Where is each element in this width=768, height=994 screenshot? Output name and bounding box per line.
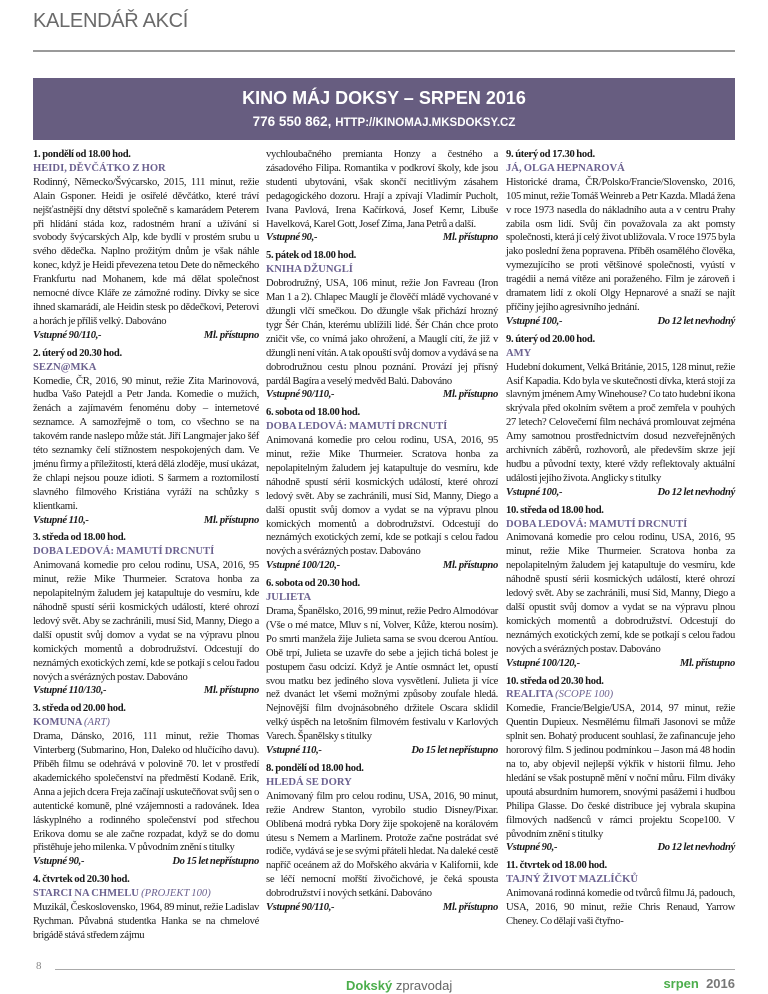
price-row bbox=[33, 684, 259, 698]
film-description: Animovaná komedie pro celou rodinu, USA, 2016, 95 minut, režie Mike Thurmeier. Scratova honba za nepolapitelným žaludem jej katapultuje do vesmíru, kde náhodně spustí sérii kosmických událostí, které ohrozí ledový svět. Aby se zachránili, musí Sid, Manny, Diego a další opustit svůj domov a vydat se na výpravu plnou komických momentů a dobrodružství. Odcestují do neznámých exotických zemí, kde se potkají s celou řadou nových a svérázných postav. Dabováno bbox=[506, 532, 735, 655]
film-title: KOMUNA bbox=[33, 717, 82, 729]
admission-price: Vstupné 90/110,- bbox=[266, 389, 335, 401]
screening-time: 9. úterý od 20.00 hod. bbox=[506, 333, 595, 345]
screening-time: 3. středa od 20.00 hod. bbox=[33, 703, 126, 715]
film-description: Muzikál, Československo, 1964, 89 minut, režie Ladislav Rychman. Půvabná studentka Hanka se na chmelové brigádě stává středem zájmu bbox=[33, 902, 259, 941]
price-row bbox=[33, 855, 259, 869]
program-entry bbox=[506, 333, 735, 500]
film-title-line bbox=[33, 545, 259, 559]
admission-price: Vstupné 90,- bbox=[33, 856, 85, 868]
film-title: REALITA bbox=[506, 689, 553, 701]
film-title: JÁ, OLGA HEPNAROVÁ bbox=[506, 162, 625, 174]
footer-issue-date bbox=[663, 976, 735, 991]
film-title-line bbox=[266, 420, 498, 434]
program-entry bbox=[266, 249, 498, 402]
age-rating: Ml. přístupno bbox=[679, 657, 735, 669]
program-entry bbox=[506, 148, 735, 329]
film-title: DOBA LEDOVÁ: MAMUTÍ DRCNUTÍ bbox=[506, 518, 688, 530]
age-rating: Do 12 let nevhodný bbox=[657, 842, 735, 854]
film-title-line bbox=[506, 162, 735, 176]
film-description: vychloubačného premianta Honzy a čestného a zásadového Filipa. Romantika v podkroví školy, kde jsou studenti ubytováni, však skončí necitlivým zásahem pedagogického dozoru. Hrají a zpívají Vladimír Pucholt, Ivana Pavlová, Irena Kačírková, Josef Kemr, Libuše Havelková, Karel Gott, Josef Zíma, Jana Petrů a další. bbox=[266, 149, 498, 230]
program-entry bbox=[506, 675, 735, 856]
program-entry bbox=[33, 531, 259, 698]
film-description: Historické drama, ČR/Polsko/Francie/Slovensko, 2016, 105 minut, režie Tomáš Weinreb a Petr Kazda. Mladá žena v roce 1973 nasedla do nákladního auta a v centru Prahy zabila osm lidí. Svůj čin považovala za akt pomsty společnosti, která jí celý život ubližovala. V roce 1975 byla jako poslední žena popravena. Příběh osamělého člověka, vymezujícího se proti většinové společnosti, vyústí v tragédii a nemá vítěze ani poraženého. Film je zároveň i dramatem lidí z okolí Olgy Hepnarové a snaží se najít příčiny jejího agresivního jednání. bbox=[506, 176, 735, 313]
banner-contact bbox=[33, 114, 735, 129]
film-description: Animovaná komedie pro celou rodinu, USA, 2016, 95 minut, režie Mike Thurmeier. Scratova honba za nepolapitelným žaludem jej katapultuje do vesmíru, kde náhodně spustí sérii kosmických událostí, které ohrozí ledový svět. Aby se zachránili, musí Sid, Manny, Diego a další opustit svůj domov a vydat se na výpravu plnou komických momentů a dobrodružství. Odcestují do neznámých exotických zemí, kde se potkají s celou řadou nových a svérázných postav. Dabováno bbox=[33, 560, 259, 683]
screening-time: 2. úterý od 20.30 hod. bbox=[33, 347, 122, 359]
age-rating: Ml. přístupno bbox=[442, 560, 498, 572]
admission-price: Vstupné 110,- bbox=[266, 745, 322, 757]
banner-url[interactable]: HTTP://KINOMAJ.MKSDOKSY.CZ bbox=[335, 117, 516, 129]
film-description: Komedie, ČR, 2016, 90 minut, režie Zita Marinovová, hudba Vašo Patejdl a Petr Janda. Komedie o mužích, ženách a zajímavém fenoménu doby – internetové seznamce. A samozřejmě o tom, co všechno se na takovém rande naslepo může stát. Jiří Langmajer jako šéf této seznamky čelí stížnostem nespokojených dam. Ve jménu firmy a příležitostí, která dělá zloděje, musí ukázat, že chlapi nejsou pouze idioti. S šarmem a roztomilostí slavného filmového Kristiána vyráží na schůzky s klientkami. bbox=[33, 375, 259, 512]
age-rating: Do 15 let nepřístupno bbox=[411, 745, 498, 757]
film-title: AMY bbox=[506, 347, 532, 359]
film-description: Rodinný, Německo/Švýcarsko, 2015, 111 minut, režie Alain Gsponer. Heidi je osiřelé děvčátko, které tráví nejšťastnější dny dětství společně s kamarádem Peterem při hlídání stáda koz, radostném hraní a užívání si svobody švýcarských Alp, kde bydlí v prostém srubu u svého dědečka. Naplno prožitým dnům je však náhle konec, když je Heidi převezena tetou Dete do německého Frankfurtu nad Mohanem, kde má dělat společnost nemocné dívce Kláře ze zámožné rodiny. Dívky se sice ihned skamarádí, ale Heidin stesk po dědečkovi, Peterovi a horách je příliš velký. Dabováno bbox=[33, 176, 259, 327]
admission-price: Vstupné 90,- bbox=[506, 842, 558, 854]
film-title-line bbox=[266, 263, 498, 277]
price-row bbox=[33, 329, 259, 343]
screening-time: 1. pondělí od 18.00 hod. bbox=[33, 149, 131, 160]
program-column-1 bbox=[33, 148, 259, 947]
admission-price: Vstupné 110/130,- bbox=[33, 685, 107, 697]
admission-price: Vstupné 90/110,- bbox=[266, 902, 335, 914]
entry-continuation bbox=[266, 148, 498, 245]
age-rating: Ml. přístupno bbox=[442, 902, 498, 914]
section-title: KALENDÁŘ AKCÍ bbox=[33, 10, 189, 32]
screening-time: 10. středa od 20.30 hod. bbox=[506, 675, 604, 687]
age-rating: Ml. přístupno bbox=[442, 232, 498, 244]
screening-time: 9. úterý od 17.30 hod. bbox=[506, 149, 595, 160]
film-series: (SCOPE 100) bbox=[555, 689, 614, 701]
age-rating: Do 12 let nevhodný bbox=[657, 486, 735, 498]
film-title-line bbox=[266, 776, 498, 790]
program-entry bbox=[506, 859, 735, 929]
age-rating: Ml. přístupno bbox=[442, 389, 498, 401]
film-description: Animovaná komedie pro celou rodinu, USA, 2016, 95 minut, režie Mike Thurmeier. Scratova honba za nepolapitelným žaludem jej katapultuje do vesmíru, kde náhodně spustí sérii kosmických událostí, které ohrozí ledový svět. Aby se zachránili, musí Sid, Manny, Diego a další opustit svůj domov a vydat se na výpravu plnou komických momentů a dobrodružství. Odcestují do neznámých exotických zemí, kde se potkají s celou řadou nových a svérázných postav. Dabováno bbox=[266, 435, 498, 558]
film-title-line bbox=[506, 518, 735, 532]
screening-time: 3. středa od 18.00 hod. bbox=[33, 532, 126, 544]
film-series: (PROJEKT 100) bbox=[141, 888, 211, 900]
program-column-3 bbox=[506, 148, 735, 933]
program-entry bbox=[266, 577, 498, 758]
admission-price: Vstupné 100,- bbox=[506, 486, 563, 498]
film-title: DOBA LEDOVÁ: MAMUTÍ DRCNUTÍ bbox=[266, 421, 448, 433]
issue-month: srpen bbox=[663, 976, 699, 991]
program-entry bbox=[266, 762, 498, 915]
film-title-line bbox=[506, 688, 735, 702]
film-description: Drama, Španělsko, 2016, 99 minut, režie Pedro Almodóvar (Vše o mé matce, Mluv s ní, Volver, Kůže, kterou nosím). Po smrti manžela žije Julieta sama se svou dcerou Antíou. Obě trpí, Julieta se uzavře do sebe a jejich tichá bolest je postupem času odcizí. Když je Antíe osmnáct let, opustí svou matku bez jediného slova vysvětlení. Julieta ji více než dvanáct let všemi možnými způsoby zoufale hledá. Nejnovější film dvojnásobného držitele Oscara sklidil velký úspěch na letošním filmovém festivalu v Karlových Varech. Španělsky s titulky bbox=[266, 606, 498, 743]
admission-price: Vstupné 100/120,- bbox=[506, 657, 580, 669]
film-description: Dobrodružný, USA, 106 minut, režie Jon Favreau (Iron Man 1 a 2). Chlapec Mauglí je člověčí mládě vychované v džungli vlčí smečkou. Do džungle však přichází hrozný tygr Šér Chán, kterému ublížili lidé. Šér Chán chce proto zničit vše, co vnímá jako ohrožení, a Mauglí cítí, že již v džungli není vítán. A tak opouští svůj domov a vydává se na dobrodružnou cestu plnou poznání. Provází jej přísný pardál Bagíra a veselý medvěd Balú. Dabováno bbox=[266, 278, 498, 387]
price-row bbox=[506, 315, 735, 329]
film-title-line bbox=[33, 716, 259, 730]
film-title-line bbox=[506, 347, 735, 361]
price-row bbox=[33, 514, 259, 528]
admission-price: Vstupné 100/120,- bbox=[266, 560, 340, 572]
age-rating: Ml. přístupno bbox=[203, 685, 259, 697]
program-entry bbox=[506, 504, 735, 671]
price-row bbox=[266, 744, 498, 758]
banner-phone: 776 550 862, bbox=[252, 114, 332, 129]
brand-green: Dokský bbox=[346, 978, 393, 993]
admission-price: Vstupné 100,- bbox=[506, 315, 563, 327]
program-entry bbox=[33, 873, 259, 943]
film-title: SEZN@MKA bbox=[33, 361, 97, 373]
film-title-line bbox=[506, 873, 735, 887]
admission-price: Vstupné 90,- bbox=[266, 232, 318, 244]
banner-title: KINO MÁJ DOKSY – SRPEN 2016 bbox=[242, 88, 526, 108]
screening-time: 11. čtvrtek od 18.00 hod. bbox=[506, 860, 607, 872]
film-title-line bbox=[33, 887, 259, 901]
screening-time: 5. pátek od 18.00 hod. bbox=[266, 250, 357, 262]
age-rating: Do 12 let nevhodný bbox=[657, 315, 735, 327]
film-description: Animovaná rodinná komedie od tvůrců filmu Já, padouch, USA, 2016, 90 minut, režie Chris Renaud, Yarrow Cheney. Co dělají vaši čtyřno- bbox=[506, 888, 735, 927]
admission-price: Vstupné 90/110,- bbox=[33, 329, 102, 341]
film-title-line bbox=[266, 591, 498, 605]
admission-price: Vstupné 110,- bbox=[33, 514, 89, 526]
brand-rest: zpravodaj bbox=[395, 978, 453, 993]
price-row bbox=[266, 388, 498, 402]
age-rating: Ml. přístupno bbox=[203, 514, 259, 526]
film-series: (ART) bbox=[84, 717, 110, 729]
price-row bbox=[506, 486, 735, 500]
film-description: Animovaný film pro celou rodinu, USA, 2016, 90 minut, režie Andrew Stanton, vyrobilo studio Disney/Pixar. Oblíbená modrá rybka Dory žije spokojeně na korálovém útesu s Nemem a Marlinem. Protože začne postrádat své rodiče, vydává se je se svými přáteli hledat. Na daleké cestě napříč oceánem až do Mořského akvária v Kalifornii, kde se léčí nemocní mořští živočichové, je čeká spousta dobrodružství i nových setkání. Dabováno bbox=[266, 790, 498, 900]
issue-year: 2016 bbox=[706, 976, 735, 991]
price-row bbox=[506, 657, 735, 671]
price-row bbox=[506, 841, 735, 855]
film-title: HEIDI, DĚVČÁTKO Z HOR bbox=[33, 162, 166, 174]
film-description: Komedie, Francie/Belgie/USA, 2014, 97 minut, režie Quentin Dupieux. Nesmělému filmaři Jasonovi se může splnit sen. Bohatý producent souhlasí, že zafinancuje jeho hororový film. S jedinou podmínkou – Jason má 48 hodin na to, aby objevil nejlepší výkřik v historii filmu. Jeho hledání se však postupně mění v noční můru. Film diváky upoutá absurdním humorem, snovými pasážemi i hudbou Philipa Glasse. Do české distribuce jej vybrala skupina filmových nadšenců v rámci projektu Scope100. V původním znění s titulky bbox=[506, 703, 735, 840]
footer-divider bbox=[55, 969, 735, 970]
film-description: Drama, Dánsko, 2016, 111 minut, režie Thomas Vinterberg (Submarino, Hon, Daleko od hlučícího davu). Příběh filmu se odehrává v polovině 70. let v prostředí akademického společenství na předměstí Kodaně. Erik, Anna a jejich dcera Freja začínají uskutečňovat svůj sen o autentické komuně, plné vzájemnosti a radovánek. Idea láskyplného a rodinného společenství pod střechou Erikova domu se ale začne rozpadat, když se do domu přistěhuje jeho milenka. V původním znění s titulky bbox=[33, 731, 259, 854]
page-number: 8 bbox=[36, 960, 42, 972]
film-title: HLEDÁ SE DORY bbox=[266, 776, 352, 788]
film-title-line bbox=[33, 361, 259, 375]
screening-time: 8. pondělí od 18.00 hod. bbox=[266, 762, 364, 774]
film-title: KNIHA DŽUNGLÍ bbox=[266, 264, 353, 276]
age-rating: Ml. přístupno bbox=[203, 329, 259, 341]
screening-time: 4. čtvrtek od 20.30 hod. bbox=[33, 874, 130, 886]
age-rating: Do 15 let nepřístupno bbox=[172, 856, 259, 868]
screening-time: 6. sobota od 20.30 hod. bbox=[266, 578, 360, 590]
program-entry bbox=[33, 702, 259, 869]
program-entry bbox=[33, 148, 259, 343]
price-row bbox=[266, 901, 498, 915]
film-title-line bbox=[33, 162, 259, 176]
program-entry bbox=[33, 347, 259, 528]
cinema-banner bbox=[33, 78, 735, 140]
film-title: DOBA LEDOVÁ: MAMUTÍ DRCNUTÍ bbox=[33, 546, 215, 558]
film-title: STARCI NA CHMELU bbox=[33, 888, 139, 900]
program-entry bbox=[266, 406, 498, 573]
screening-time: 6. sobota od 18.00 hod. bbox=[266, 407, 360, 419]
price-row bbox=[266, 231, 498, 245]
price-row bbox=[266, 559, 498, 573]
film-description: Hudební dokument, Velká Británie, 2015, 128 minut, režie Asif Kapadia. Kdo byla ve skutečnosti dívka, která stojí za slavným jménem Amy Winehouse? Co tato hudební ikona skrývala před okolním světem a proč zemřela v pouhých 27 letech? Celovečerní film nechává promlouvat zejména Amy samotnou prostřednictvím dosud nezveřejněných archivních záběrů, rozhovorů, ale především skrze její hudbu a původní texty, které vždy reflektovaly aktuální události jejího života. Anglicky s titulky bbox=[506, 361, 735, 484]
screening-time: 10. středa od 18.00 hod. bbox=[506, 504, 604, 516]
header-divider bbox=[33, 50, 735, 52]
film-title: JULIETA bbox=[266, 592, 312, 604]
film-title: TAJNÝ ŽIVOT MAZLÍČKŮ bbox=[506, 874, 639, 886]
footer-brand bbox=[346, 978, 452, 993]
program-column-2 bbox=[266, 148, 498, 919]
